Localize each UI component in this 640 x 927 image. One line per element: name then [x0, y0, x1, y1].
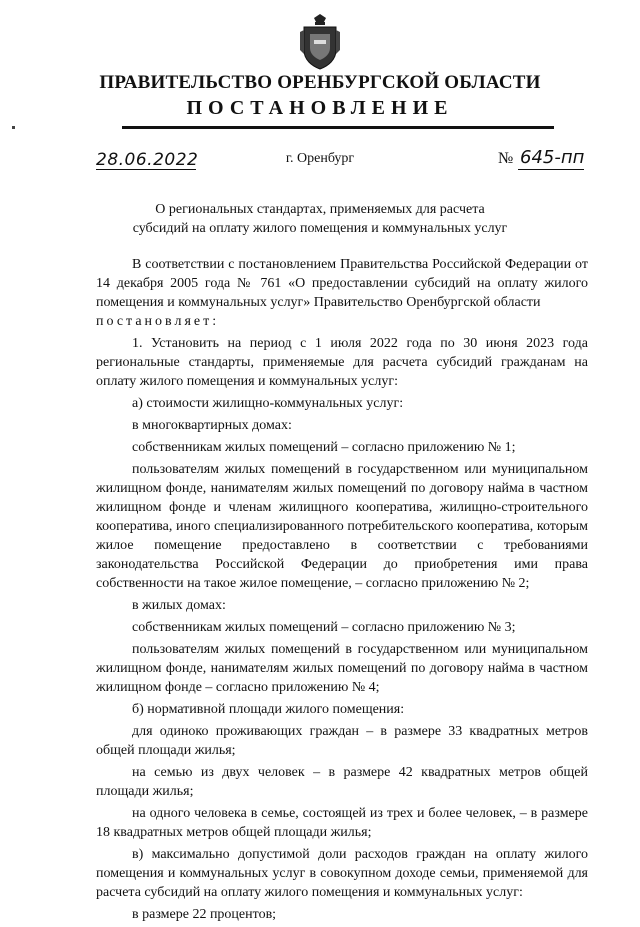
preamble	[96, 255, 588, 312]
paragraph-percent: в размере 22 процентов;	[132, 907, 277, 922]
paragraph-users-4: пользователям жилых помещений в государственном или муниципальном жилищном фонде, нанимателям жилых помещений по договору найма в частном жилищном фонде – согласно приложению № 4;	[96, 642, 588, 695]
document-date: 28.06.2022	[96, 150, 199, 170]
paragraph-owners-3: собственникам жилых помещений – согласно приложению № 3;	[132, 620, 516, 635]
title-line-1: О региональных стандартах, применяемых для расчета	[155, 202, 485, 217]
number-underline	[518, 169, 584, 170]
margin-mark	[12, 126, 15, 129]
document-number: 645-пп	[520, 147, 585, 168]
paragraph-family-three: на одного человека в семье, состоящей из трех и более человек, – в размере 18 квадратных метров общей площади жилья;	[96, 806, 588, 840]
document-title	[0, 200, 640, 238]
paragraph-users-2: пользователям жилых помещений в государственном или муниципальном жилищном фонде, нанимателям жилых помещений по договору найма в частном жилищном фонде и членам жилищного кооператива, жилищно-строительного кооператива, иного специализированного потребительского кооператива, которым жилое помещение предоставлено в соответствии с требованиями законодательства Российской Федерации до приобретения ими права собственности на такое жилое помещение, – согласно приложению № 2;	[96, 462, 588, 591]
resolution-word: постановляет:	[96, 314, 220, 329]
coat-of-arms-icon	[300, 14, 340, 70]
number-label: №	[498, 150, 514, 167]
paragraph-single: для одиноко проживающих граждан – в размере 33 квадратных метров общей площади жилья;	[96, 724, 588, 758]
document-city: г. Оренбург	[285, 151, 355, 166]
organization-name: ПРАВИТЕЛЬСТВО ОРЕНБУРГСКОЙ ОБЛАСТИ	[99, 72, 541, 93]
paragraph-family-two: на семью из двух человек – в размере 42 квадратных метров общей площади жилья;	[96, 765, 588, 799]
paragraph-1: 1. Установить на период с 1 июля 2022 года по 30 июня 2023 года региональные стандарты, применяемые для расчета субсидий гражданам на оплату жилого помещения и коммунальных услуг:	[96, 336, 588, 389]
preamble-resolution	[96, 312, 588, 331]
date-underline	[96, 169, 196, 170]
paragraph-b: б) нормативной площади жилого помещения:	[132, 702, 405, 717]
paragraph-owners-1: собственникам жилых помещений – согласно приложению № 1;	[132, 440, 516, 455]
paragraph-houses: в жилых домах:	[132, 598, 226, 613]
title-line-2: субсидий на оплату жилого помещения и коммунальных услуг	[132, 221, 508, 236]
paragraph-a: а) стоимости жилищно-коммунальных услуг:	[132, 396, 404, 411]
document-type: ПОСТАНОВЛЕНИЕ	[186, 97, 454, 119]
paragraph-c: в) максимально допустимой доли расходов граждан на оплату жилого помещения и коммунальных услуг в совокупном доходе семьи, применяемой для расчета субсидий на оплату жилого помещения и коммунальных услуг:	[96, 847, 588, 900]
preamble-text: В соответствии с постановлением Правительства Российской Федерации от 14 декабря 2005 года № 761 «О предоставлении субсидий на оплату жилого помещения и коммунальных услуг» Правительство Оренбургской области	[96, 257, 588, 310]
paragraph-apartment-buildings: в многоквартирных домах:	[132, 418, 292, 433]
header-divider	[122, 126, 554, 129]
document-body	[96, 255, 588, 927]
